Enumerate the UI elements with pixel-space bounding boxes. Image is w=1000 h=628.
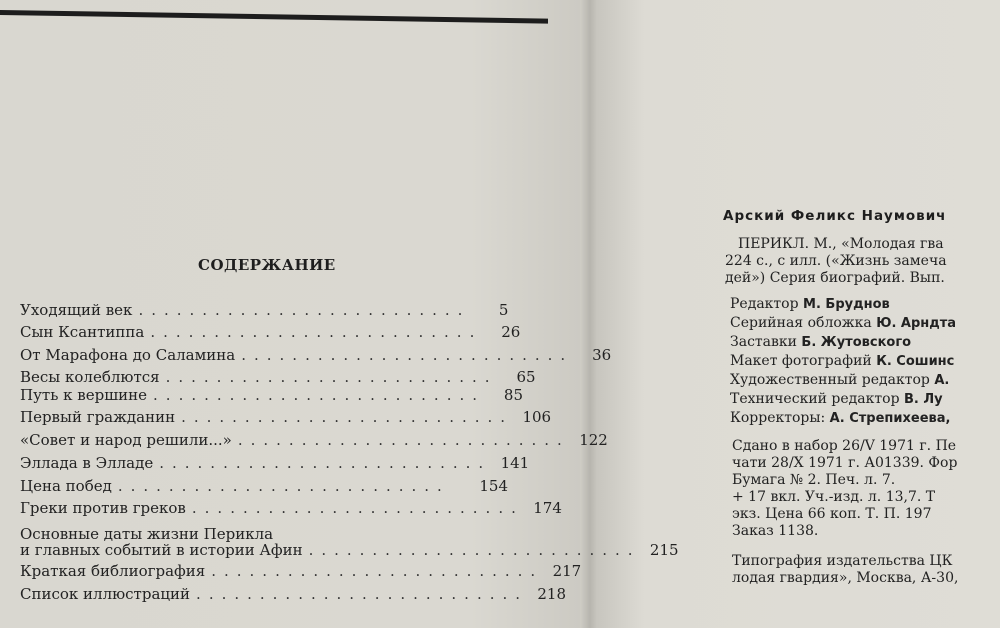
toc-title: СОДЕРЖАНИЕ xyxy=(198,256,336,274)
printer-line: лодая гвардия», Москва, А-30, xyxy=(732,570,959,586)
toc-entry-multiline-first: Основные даты жизни Перикла xyxy=(20,525,274,543)
credit-proof: Корректоры: А. Стрепихеева, xyxy=(730,410,951,426)
toc-entry: Список иллюстраций .......................... 218 xyxy=(20,585,567,603)
print-info-line: чати 28/X 1971 г. А01339. Фор xyxy=(732,455,958,471)
toc-entry: Греки против греков .......................... 174 xyxy=(20,499,562,517)
toc-entry: Эллада в Элладе .......................... 141 xyxy=(20,454,530,472)
print-info-line: Бумага № 2. Печ. л. 7. xyxy=(732,472,896,488)
toc-entry: Уходящий век .......................... 5 xyxy=(20,301,509,319)
credit-headers: Заставки Б. Жутовского xyxy=(730,334,912,350)
imprint-line: 224 с., с илл. («Жизнь замеча xyxy=(725,253,947,269)
imprint-line: ПЕРИКЛ. М., «Молодая гва xyxy=(738,236,944,252)
credit-tech: Технический редактор В. Лу xyxy=(730,391,943,407)
toc-entry: Цена побед .......................... 154 xyxy=(20,477,508,495)
toc-entry: и главных событий в истории Афин .......................... 215 xyxy=(20,541,679,559)
toc-entry: «Совет и народ решили...» .......................... 122 xyxy=(20,431,608,449)
credit-photo: Макет фотографий К. Сошинс xyxy=(730,353,955,369)
toc-entry: Путь к вершине .......................... 85 xyxy=(20,386,524,404)
credit-art: Художественный редактор А. xyxy=(730,372,950,388)
credit-editor: Редактор М. Бруднов xyxy=(730,296,890,312)
imprint-line: дей») Серия биографий. Вып. xyxy=(725,270,945,286)
print-info-line: Заказ 1138. xyxy=(732,523,819,539)
print-info-line: + 17 вкл. Уч.-изд. л. 13,7. Т xyxy=(732,489,936,505)
toc-entry: Весы колеблются .......................... 65 xyxy=(20,368,536,386)
credit-cover: Серийная обложка Ю. Арндта xyxy=(730,315,957,331)
printer-line: Типография издательства ЦК xyxy=(732,553,953,569)
imprint-author: Арский Феликс Наумович xyxy=(723,208,947,224)
toc-entry: От Марафона до Саламина .......................... 36 xyxy=(20,346,612,364)
toc-entry: Краткая библиография .......................... 217 xyxy=(20,562,582,580)
print-info-line: экз. Цена 66 коп. Т. П. 197 xyxy=(732,506,932,522)
print-info-line: Сдано в набор 26/V 1971 г. Пе xyxy=(732,438,957,454)
toc-entry: Сын Ксантиппа .......................... 26 xyxy=(20,323,521,341)
toc-entry: Первый гражданин .......................... 106 xyxy=(20,408,552,426)
